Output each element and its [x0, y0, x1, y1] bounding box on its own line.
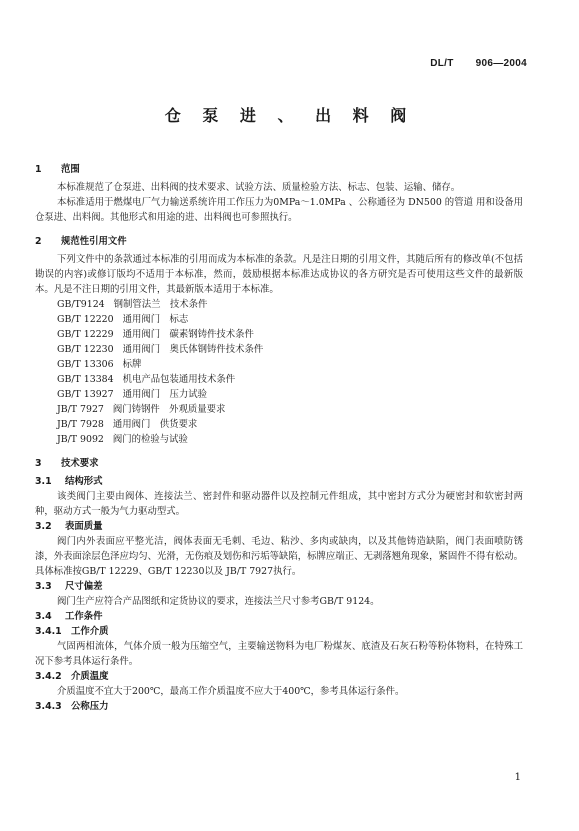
medium-temperature-paragraph: 介质温度不宜大于200℃，最高工作介质温度不应大于400℃，参考具体运行条件。 [57, 686, 405, 697]
standard-prefix: DL/T [430, 58, 454, 69]
section-heading-normative: 2 规范性引用文件 [35, 236, 127, 247]
scope-paragraph-2: 本标准适用于燃煤电厂气力输送系统许用工作压力为0MPa～1.0MPa 、公称通径为 DN500 的管道 用和设备用仓泵进、出料阀。其他形式和用途的进、出料阀也可参照执行。 [35, 197, 523, 223]
subsection-heading-nominal-pressure: 3.4.3 公称压力 [35, 701, 109, 712]
standard-number: 906—2004 [475, 58, 527, 69]
reference-item: GB/T 13384 机电产品包装通用技术条件 [57, 374, 236, 385]
structure-paragraph: 该类阀门主要由阀体、连接法兰、密封件和驱动器件以及控制元件组成，其中密封方式分为硬密封和软密封两种，驱动方式一般为气力驱动型式。 [35, 491, 523, 517]
scope-paragraph-1: 本标准规范了仓泵进、出料阀的技术要求、试验方法、质量检验方法、标志、包装、运输、储存。 [57, 182, 461, 193]
reference-item: JB/T 7928 通用阀门 供货要求 [57, 419, 198, 430]
reference-item: GB/T 13927 通用阀门 压力试验 [57, 389, 207, 400]
section-heading-scope: 1 范围 [35, 164, 80, 175]
dimension-deviation-paragraph: 阀门生产应符合产品图纸和定货协议的要求，连接法兰尺寸参考GB/T 9124。 [57, 596, 380, 607]
normative-paragraph: 下列文件中的条款通过本标准的引用而成为本标准的条款。凡是注日期的引用文件，其随后所有的修改单(不包括勘误的内容)或修订版均不适用于本标准，然而，鼓励根据本标准达成协议的各方研究是否可使用这些文件的最新版本。凡是不注日期的引用文件，其最新版本适用于本标准。 [35, 254, 523, 295]
reference-item: JB/T 7927 阀门铸钢件 外观质量要求 [57, 404, 226, 415]
page-number: 1 [514, 772, 521, 783]
reference-item: JB/T 9092 阀门的检验与试验 [57, 434, 188, 445]
document-body [35, 162, 523, 714]
working-medium-paragraph: 气固两相流体，气体介质一般为压缩空气，主要输送物料为电厂粉煤灰、底渣及石灰石粉等粉体物料，在特殊工况下参考具体运行条件。 [35, 641, 523, 667]
reference-item: GB/T 12230 通用阀门 奥氏体钢铸件技术条件 [57, 344, 264, 355]
subsection-heading-medium-temperature: 3.4.2 介质温度 [35, 671, 109, 682]
reference-item: GB/T9124 钢制管法兰 技术条件 [57, 299, 208, 310]
subsection-heading-surface-quality: 3.2 表面质量 [35, 521, 103, 532]
subsection-heading-structure: 3.1 结构形式 [35, 476, 103, 487]
reference-item: GB/T 13306 标牌 [57, 359, 142, 370]
surface-quality-paragraph: 阀门内外表面应平整光洁，阀体表面无毛刺、毛边、粘沙、多肉或缺肉，以及其他铸造缺陷，阀门表面喷防锈漆，外表面涂层色泽应均匀、光滑，无伤痕及划伤和污垢等缺陷，标牌应端正、无剥落翘角现象，紧固件不得有松动。具体标准按GB/T 12229、GB/T 12230以及 JB/T 7927执行。 [35, 536, 523, 577]
document-title: 仓 泵 进 、 出 料 阀 [164, 106, 415, 125]
section-heading-technical: 3 技术要求 [35, 458, 99, 469]
standard-code [430, 58, 527, 69]
subsection-heading-working-conditions: 3.4 工作条件 [35, 611, 103, 622]
reference-item: GB/T 12220 通用阀门 标志 [57, 314, 189, 325]
reference-list [35, 297, 523, 447]
subsection-heading-dimension-deviation: 3.3 尺寸偏差 [35, 581, 103, 592]
subsection-heading-working-medium: 3.4.1 工作介质 [35, 626, 109, 637]
reference-item: GB/T 12229 通用阀门 碳素钢铸件技术条件 [57, 329, 254, 340]
